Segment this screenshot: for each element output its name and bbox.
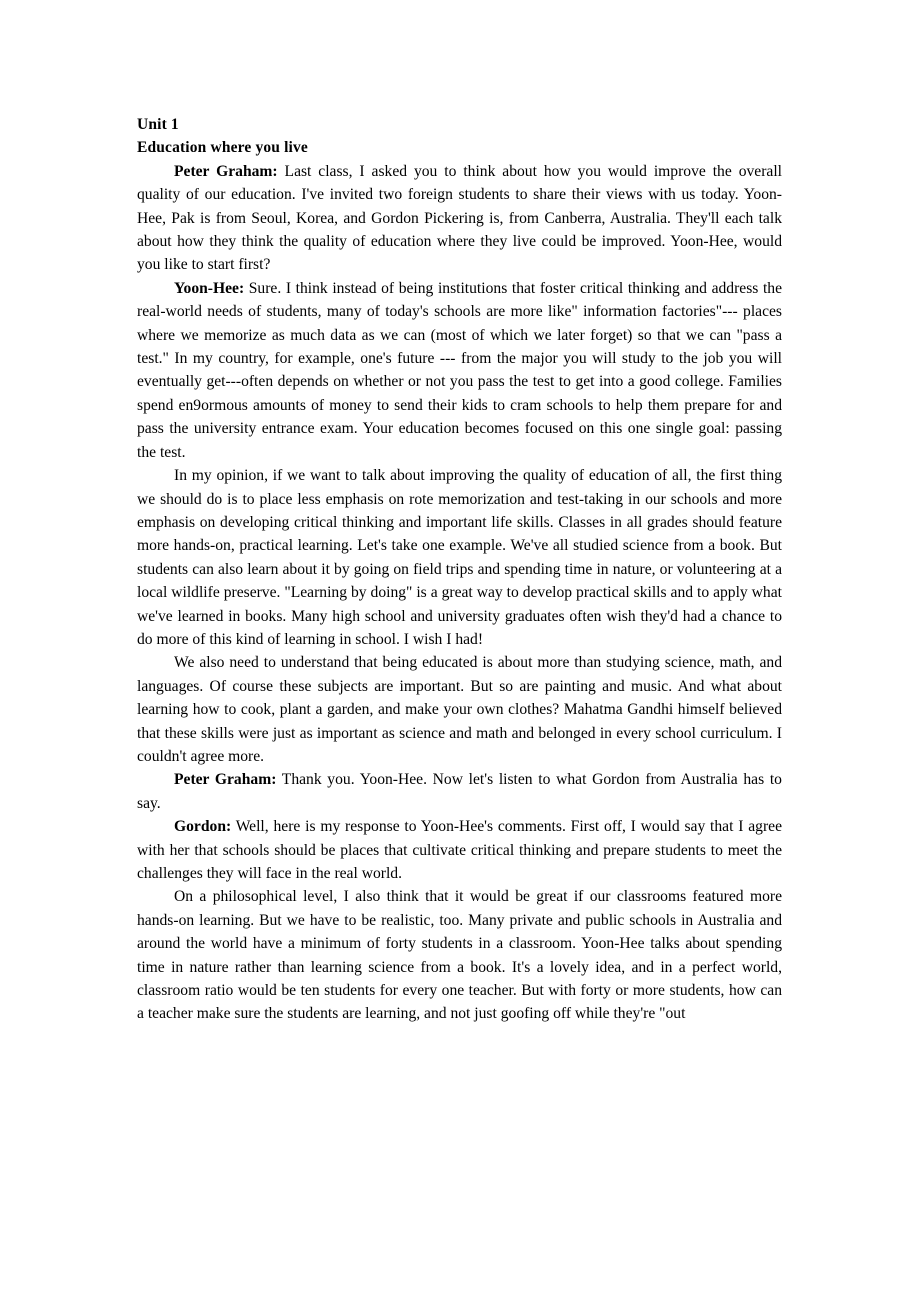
paragraph-text: We also need to understand that being educated is about more than studying science, math, and languages. Of course these subjects are important. But so are painting and music. And what about learning how to cook, plant a garden, and make your own clothes? Mahatma Gandhi himself believed that these skills were just as important as science and math and belonged in every school curriculum. I couldn't agree more. — [137, 654, 782, 765]
paragraph-peter-graham-thanks — [137, 768, 782, 815]
paragraph-text: In my opinion, if we want to talk about improving the quality of education of all, the first thing we should do is to place less emphasis on rote memorization and test-taking in our schools and more emphasis on developing critical thinking and important life skills. Classes in all grades should feature more hands-on, practical learning. Let's take one example. We've all studied science from a book. But students can also learn about it by going on field trips and spending time in nature, or volunteering at a local wildlife preserve. "Learning by doing" is a great way to develop practical skills and to apply what we've learned in books. Many high school and university graduates often wish they'd had a chance to do more of this kind of learning in school. I wish I had! — [137, 467, 782, 648]
document-title: Education where you live — [137, 139, 308, 157]
speaker-label-gordon: Gordon: — [174, 818, 232, 836]
paragraph-text: On a philosophical level, I also think that it would be great if our classrooms featured more hands-on learning. But we have to be realistic, too. Many private and public schools in Australia and around the world have a minimum of forty students in a classroom. Yoon-Hee talks about spending time in nature rather than learning science from a book. It's a lovely idea, and in a perfect world, classroom ratio would be ten students for every one teacher. But with forty or more students, how can a teacher make sure the students are learning, and not just goofing off while they're "out — [137, 888, 782, 1023]
paragraph-text: Well, here is my response to Yoon-Hee's comments. First off, I would say that I agree with her that schools should be places that cultivate critical thinking and prepare students to meet the challenges they will face in the real world. — [137, 818, 782, 882]
paragraph-peter-graham-intro — [137, 160, 782, 277]
speaker-label-peter-graham-2: Peter Graham: — [174, 771, 277, 789]
paragraph-yoonhee-opening — [137, 277, 782, 464]
speaker-label-yoon-hee: Yoon-Hee: — [174, 279, 245, 297]
paragraph-text: Last class, I asked you to think about how you would improve the overall quality of our education. I've invited two foreign students to share their views with us today. Yoon-Hee, Pak is from Seoul, Korea, and Gordon Pickering is, from Canberra, Australia. They'll each talk about how they think the quality of education where they live could be improved. Yoon-Hee, would you like to start first? — [137, 162, 782, 274]
paragraph-text: Thank you. Yoon-Hee. Now let's listen to what Gordon from Australia has to say. — [137, 771, 782, 812]
speaker-label-peter-graham: Peter Graham: — [174, 162, 278, 180]
paragraph-yoonhee-opinion — [137, 464, 782, 651]
paragraph-yoonhee-educated — [137, 651, 782, 768]
document-body — [137, 113, 782, 1026]
paragraph-gordon-response — [137, 815, 782, 885]
paragraph-text: Sure. I think instead of being institutions that foster critical thinking and address the real-world needs of students, many of today's schools are more like" information factories"--- places where we memorize as much data as we can (most of which we later forget) so that we can "pass a test." In my country, for example, one's future --- from the major you will study to the job you will eventually get---often depends on whether or not you pass the test to get into a good college. Families spend en9ormous amounts of money to send their kids to cram schools to help them prepare for and pass the university entrance exam. Your education becomes focused on this one single goal: passing the test. — [137, 279, 782, 461]
unit-label: Unit 1 — [137, 116, 179, 133]
paragraph-gordon-philosophical — [137, 885, 782, 1025]
